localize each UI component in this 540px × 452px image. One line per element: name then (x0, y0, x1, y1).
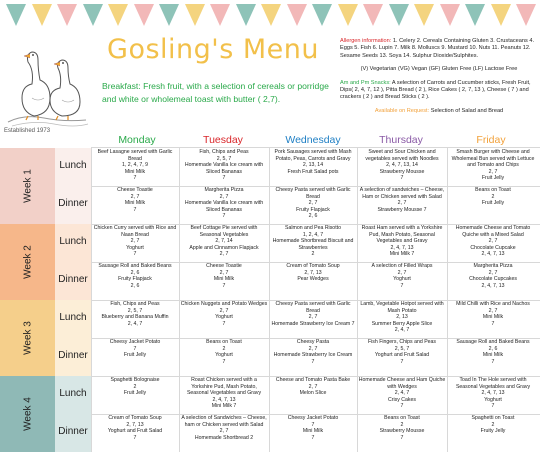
week-label: Week 3 (22, 321, 33, 355)
menu-cell: Beans on Toast 2 Yoghurt 7 (206, 339, 242, 365)
column-divider (447, 147, 448, 452)
bunting-flag (185, 4, 205, 26)
bunting-flag (363, 4, 383, 26)
request-label: Available on Request: (374, 107, 430, 114)
bunting-flag (440, 4, 460, 26)
bunting-flag (414, 4, 434, 26)
bunting-flag (287, 4, 307, 26)
menu-cell: Beans on Toast 2 Fruit Jelly (475, 187, 511, 207)
established-text: Established 1973 (4, 128, 51, 134)
week-band (0, 376, 55, 452)
menu-cell: Homemade Cheese and Ham Quiche with Wedges 2, 4, 7 Crisy Cakes 7 (358, 377, 446, 410)
bunting-flag (83, 4, 103, 26)
menu-cell: A selection of sandwiches – Cheese, Ham or Chicken served with Salad 2, 7 Strawberry Mousse 7 (359, 187, 445, 213)
week-label: Week 1 (22, 169, 33, 203)
breakfast-text: Breakfast: Fresh fruit, with a selection of cereals or porridge and white or wholemeal toast with butter ( 2,7). (102, 81, 329, 104)
column-divider (91, 147, 92, 452)
week-label-container (0, 376, 55, 452)
menu-cell: Sweet and Sour Chicken and vegetables served with Noodles 2, 4, 7, 13, 14 Strawberry Mousse 7 (365, 149, 439, 182)
menu-cell: Cheesy Jacket Potato 7 Fruit Jelly (109, 339, 161, 359)
menu-cell: Smash Burger with Cheese and Wholemeal Bun served with Lettuce and Tomato and Chips 2, 7 Fruit Jelly (451, 149, 535, 182)
menu-cell: Spaghetti Bolognaise 2 Fruit Jelly (110, 377, 160, 397)
menu-cell: Sausage Roll and Baked Beans 2, 6 Mini Milk 7 (456, 339, 530, 365)
menu-cell: Cheesy Pasta served with Garlic Bread 2, 7 Fruity Flapjack 2, 6 (275, 187, 351, 220)
menu-cell: Pork Sausages served with Mash Potato, Peas, Carrots and Gravy 2, 13, 14 Fresh Fruit Salad pots (274, 149, 352, 175)
day-header-wednesday: Wednesday (285, 134, 341, 146)
bunting-flag (261, 4, 281, 26)
menu-cell: Cheese Toastie 2, 7 Mini Milk 7 (206, 263, 242, 289)
bunting-flag (210, 4, 230, 26)
menu-cell: Roast Ham served with a Yorkshire Pud, Mash Potato, Seasonal Vegetables and Gravy 2, 4, 7, 13 Mini Milk 7 (361, 225, 443, 258)
bunting-flag (6, 4, 26, 26)
week-band (0, 224, 55, 300)
menu-cell: Toad In The Hole served with Seasonal Vegetables and Gravy 2, 4, 7, 13 Yoghurt 7 (455, 377, 531, 410)
menu-cell: Salmon and Pea Risotto 1, 2, 4, 7 Homemade Shortbread Biscuit and Strawberries 2 (272, 225, 354, 258)
day-header-friday: Friday (476, 134, 506, 146)
bunting-flag (338, 4, 358, 26)
grid-top-divider (91, 147, 540, 148)
diet-key: (V) Vegetarian (VG) Vegan (GF) Gluten Free (LF) Lactose Free (360, 66, 518, 73)
meal-label-lunch: Lunch (59, 312, 87, 323)
menu-cell: Spaghetti on Toast 2 Fruity Jelly (471, 415, 515, 435)
menu-cell: Chicken Curry served with Rice and Naan Bread 2, 7 Yoghurt 7 (93, 225, 177, 258)
week-label-container (0, 224, 55, 300)
menu-cell: Homemade Cheese and Tomato Quiche with a Mixed Salad 2, 7 Chocolate Cupcake 2, 4, 7, 13 (455, 225, 531, 258)
menu-cell: Fish, Chips and Peas 2, 5, 7 Homemade Vanilla Ice cream with Sliced Bananas 7 (184, 149, 264, 182)
meal-label-lunch: Lunch (59, 160, 87, 171)
menu-cell: Beef Cottage Pie served with Seasonal Vegetables 2, 7, 14 Apple and Cinnamon Flapjack 2, 7 (189, 225, 259, 258)
day-header-tuesday: Tuesday (203, 134, 243, 146)
bunting-flag (491, 4, 511, 26)
menu-cell: Cheese and Tomato Pasta Bake 2, 7 Melon Slice (275, 377, 351, 397)
meal-label-lunch: Lunch (59, 388, 87, 399)
menu-cell: Cream of Tomato Soup 2, 7, 13 Yoghurt and Fruit Salad 7 (107, 415, 163, 441)
menu-cell: Mild Chilli with Rice and Nachos 2, 7 Mini Milk 7 (456, 301, 530, 327)
bunting-flag (312, 4, 332, 26)
request-info (340, 108, 538, 115)
menu-cell: Sausage Roll and Baked Beans 2, 6 Fruity Flapjack 2, 6 (98, 263, 172, 289)
snacks-info (340, 80, 538, 102)
request-text: Selection of Salad and Bread (429, 107, 504, 114)
bunting-flag (57, 4, 77, 26)
day-header-thursday: Thursday (379, 134, 423, 146)
menu-cell: Chicken Nuggets and Potato Wedges 2, 7 Yoghurt 7 (180, 301, 268, 327)
menu-cell: Beef Lasagne served with Garlic Bread 1, 2, 4, 7, 9 Mini Milk 7 (97, 149, 173, 182)
menu-cell: Margherita Pizza 2, 7 Chocolate Cupcakes 2, 4, 7, 13 (469, 263, 517, 289)
menu-cell: Cheesy Jacket Potato 7 Mini Milk 7 (287, 415, 339, 441)
menu-cell: Cheese Toastie 2, 7 Mini Milk 7 (117, 187, 153, 213)
week-label-container (0, 300, 55, 376)
column-divider (269, 147, 270, 452)
menu-cell: Cheesy Pasta 2, 7 Homemade Strawberry Ice Cream 7 (273, 339, 353, 365)
day-header-monday: Monday (118, 134, 156, 146)
goose-logo-icon (4, 40, 90, 128)
bunting-flag (159, 4, 179, 26)
menu-cell: Lamb, Vegetable Hotpot served with Mash Potato 2, 13 Summer Berry Apple Slice 2, 4, 7 (360, 301, 444, 334)
bunting-flag (236, 4, 256, 26)
menu-cell: A selection of Sandwiches – Cheese, ham or Chicken served with Salad 2, 7 Homemade Shortbread 2 (181, 415, 267, 441)
meal-label-dinner: Dinner (58, 350, 88, 361)
bunting-flag (389, 4, 409, 26)
meal-label-dinner: Dinner (58, 198, 88, 209)
menu-cell: A selection of Filled Wraps 2, 7 Yoghurt 7 (371, 263, 433, 289)
page-title: Gosling's Menu (107, 34, 319, 65)
bunting-flag (32, 4, 52, 26)
bunting-flag (134, 4, 154, 26)
meal-label-dinner: Dinner (58, 426, 88, 437)
meal-label-dinner: Dinner (58, 274, 88, 285)
menu-cell: Cream of Tomato Soup 2, 7, 13 Pear Wedges (286, 263, 340, 283)
menu-cell: Margherita Pizza 2, 7 Homemade Vanilla Ice cream with Sliced Bananas 7 (184, 187, 264, 220)
info-panel (340, 38, 538, 121)
menu-cell: Beans on Toast 2 Strawberry Mousse 7 (379, 415, 425, 441)
column-divider (179, 147, 180, 452)
allergen-text: 1. Celery 2. Cereals Containing Gluten 3. Crustaceans 4. Eggs 5. Fish 6. Lupin 7. Milk 8. Molluscs 9. Mustard 10. Nuts 11. Peanuts 12. Sesame Seeds 13. Soya 14. Sulphur Dioxide/Sulphites. (340, 38, 535, 59)
meal-label-lunch: Lunch (59, 236, 87, 247)
week-band (0, 300, 55, 376)
menu-cell: Cheesy Pasta served with Garlic Bread 2, 7 Homemade Strawberry Ice Cream 7 (271, 301, 355, 327)
allergen-label: Allergen information: (340, 38, 392, 44)
week-band (0, 148, 55, 224)
allergen-info (340, 38, 538, 60)
menu-cell: Fish, Chips and Peas 2, 5, 7 Blueberry and Banana Muffin 2, 4, 7 (101, 301, 169, 327)
bunting-decoration (0, 0, 540, 28)
bunting-flag (465, 4, 485, 26)
week-label: Week 2 (22, 245, 33, 279)
week-label-container (0, 148, 55, 224)
column-divider (357, 147, 358, 452)
menu-cell: Roast Chicken served with a Yorkshire Pud, Mash Potato, Seasonal Vegetables and Gravy 2, 4, 7, 13 Mini Milk 7 (186, 377, 262, 410)
snacks-label: Am and Pm Snacks: (340, 79, 391, 86)
bunting-flag (108, 4, 128, 26)
week-label: Week 4 (22, 397, 33, 431)
menu-cell: Fish Fingers, Chips and Peas 2, 5, 7 Yoghurt and Fruit Salad 7 (367, 339, 437, 365)
bunting-flag (516, 4, 536, 26)
snacks-text: A selection of Carrots and Cucumber sticks, Fresh Fruit, Dips( 2, 4, 7, 12 ), Pitta Bread ( 2 ), Rice Cakes ( 2, 7, 13 ), Cheese ( 7 ) and crackers ( 2 ) and Bread Sticks ( 2 ). (340, 79, 531, 101)
